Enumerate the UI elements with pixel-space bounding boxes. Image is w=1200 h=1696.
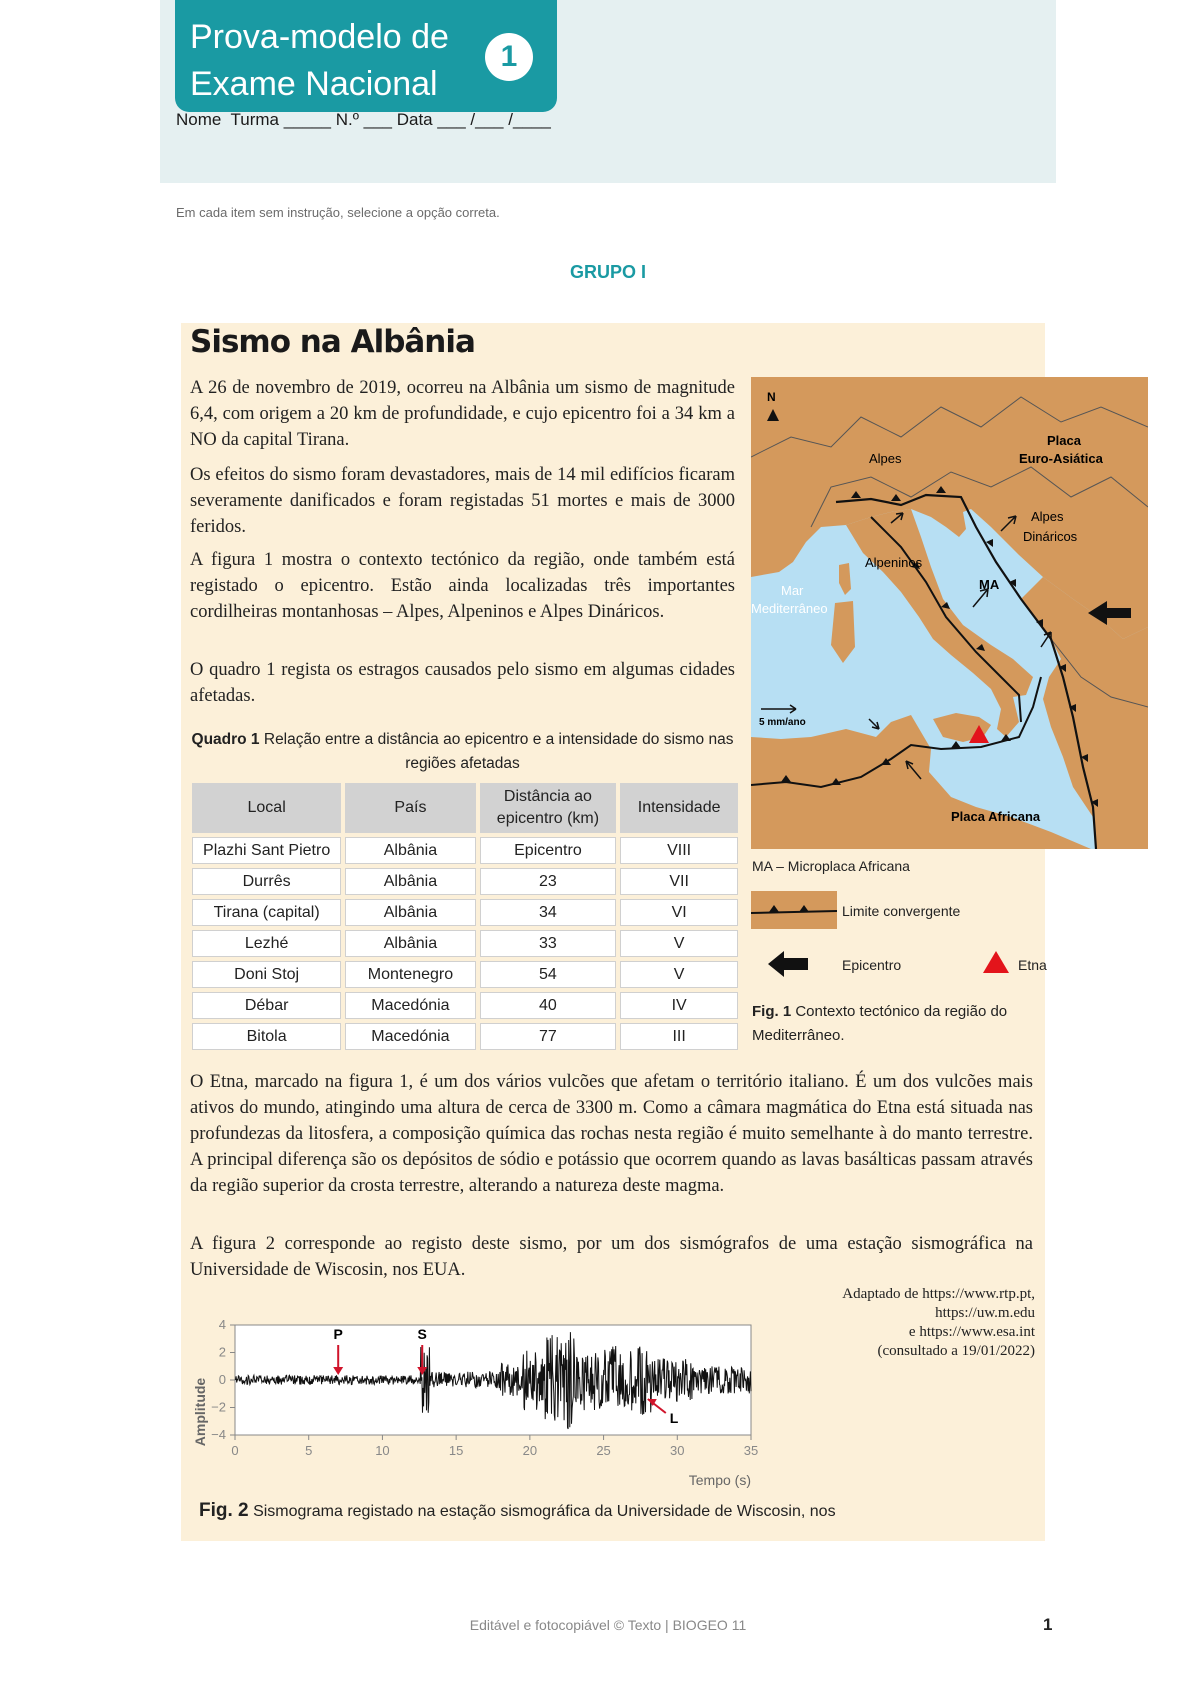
annotation-label: S	[417, 1326, 427, 1342]
north-label: N	[767, 390, 776, 404]
table-cell: 23	[480, 868, 617, 895]
dinaric-label-2: Dináricos	[1023, 529, 1078, 544]
seismogram-chart	[185, 1300, 825, 1495]
instruction-text: Em cada item sem instrução, selecione a opção correta.	[176, 205, 500, 220]
exam-title	[190, 14, 490, 108]
legend-limit: Limite convergente	[842, 903, 961, 919]
table-cell: 40	[480, 992, 617, 1019]
ma-label: MA	[979, 577, 1000, 592]
table-cell: VIII	[620, 837, 738, 864]
convergent-limit-icon	[751, 891, 837, 929]
column-header: Intensidade	[620, 783, 738, 833]
table-cell: IV	[620, 992, 738, 1019]
x-axis-label: Tempo (s)	[688, 1472, 751, 1488]
table-cell: Durrês	[192, 868, 341, 895]
column-header: Distância ao epicentro (km)	[480, 783, 617, 833]
table-row	[192, 868, 738, 895]
epicenter-legend-icon	[768, 951, 808, 982]
y-tick-label: −4	[211, 1427, 226, 1442]
figure-2-text: Sismograma registado na estação sismográfica da Universidade de Wiscosin, nos	[248, 1503, 836, 1520]
legend-swatch	[751, 891, 837, 929]
article-title: Sismo na Albânia	[190, 324, 475, 360]
table-cell: Epicentro	[480, 837, 617, 864]
alps-label: Alpes	[869, 451, 902, 466]
paragraph-2: Os efeitos do sismo foram devastadores, mais de 14 mil edifícios ficaram severamente danificados e foram registadas 51 mortes e mais de 3000 feridos.	[190, 465, 735, 537]
table-row	[192, 930, 738, 957]
table-cell: V	[620, 930, 738, 957]
eurasia-label-2: Euro-Asiática	[1019, 451, 1103, 466]
table-caption-text: Relação entre a distância ao epicentro e a intensidade do sismo nas regiões afetadas	[259, 731, 734, 772]
intensity-table	[188, 779, 742, 1054]
table-caption	[190, 728, 735, 776]
table-cell: Plazhi Sant Pietro	[192, 837, 341, 864]
y-tick-label: −2	[211, 1399, 226, 1415]
student-info-line: Nome Turma _____ N.º ___ Data ___ /___ /____	[176, 110, 551, 129]
legend-ma: MA – Microplaca Africana	[752, 858, 910, 874]
y-axis-label: Amplitude	[192, 1377, 208, 1447]
tectonic-map-svg	[751, 377, 1148, 849]
figure-1-caption	[752, 1000, 1052, 1048]
table-row	[192, 837, 738, 864]
table-row	[192, 1023, 738, 1050]
table-cell: Bitola	[192, 1023, 341, 1050]
table-cell: 33	[480, 930, 617, 957]
table-cell: 54	[480, 961, 617, 988]
x-tick-label: 10	[375, 1443, 390, 1458]
tectonic-map	[751, 377, 1148, 849]
x-tick-label: 35	[743, 1443, 759, 1458]
sea-label-1: Mar	[781, 583, 804, 598]
group-title: GRUPO I	[569, 262, 646, 282]
figure-1-label: Fig. 1	[752, 1003, 792, 1020]
table-cell: Tirana (capital)	[192, 899, 341, 926]
legend-etna: Etna	[1018, 957, 1047, 973]
table-cell: 34	[480, 899, 617, 926]
scale-label: 5 mm/ano	[759, 717, 806, 728]
exam-number-badge: 1	[485, 33, 533, 81]
paragraph-5: O Etna, marcado na figura 1, é um dos vários vulcões que afetam o território italiano. É um dos vulcões mais ativos do mundo, atingindo uma altura de cerca de 3300 m. Como a câmara magmática do Etna está situada nas profundezas da litosfera, a composição química das rochas nesta região é muito semelhante à do manto terrestre. A principal diferença são os depósitos de sódio e potássio que ocorrem quando as lavas basálticas passam através da região superior da crosta terrestre, alterando a natureza deste magma.	[190, 1072, 1033, 1196]
paragraph-3: A figura 1 mostra o contexto tectónico da região, onde também está registado o epicentro. Estão ainda localizadas três importantes cordilheiras montanhosas – Alpes, Alpeninos e Alpes Dináricos.	[190, 550, 735, 622]
x-tick-label: 20	[522, 1443, 538, 1458]
source-line: Adaptado de https://www.rtp.pt,	[842, 1286, 1035, 1302]
sea-label-2: Mediterrâneo	[751, 601, 828, 616]
table-cell: III	[620, 1023, 738, 1050]
legend-epicenter: Epicentro	[842, 957, 902, 973]
column-header: Local	[192, 783, 341, 833]
table-caption-label: Quadro 1	[191, 731, 260, 748]
table-cell: Albânia	[345, 837, 475, 864]
x-tick-label: 25	[596, 1443, 611, 1458]
figure-1-text: Contexto tectónico da região do Mediterrâneo.	[752, 1003, 1008, 1044]
table-cell: Macedónia	[345, 992, 475, 1019]
table-cell: Montenegro	[345, 961, 475, 988]
x-tick-label: 30	[670, 1443, 685, 1458]
table-row	[192, 992, 738, 1019]
table-cell: Débar	[192, 992, 341, 1019]
apennines-label: Alpeninos	[865, 555, 923, 570]
table-cell: Albânia	[345, 899, 475, 926]
table-cell: Albânia	[345, 930, 475, 957]
table-cell: 77	[480, 1023, 617, 1050]
table-header-row	[192, 783, 738, 833]
table-cell: V	[620, 961, 738, 988]
exam-title-line1: Prova-modelo de	[190, 18, 449, 56]
source-line: https://uw.m.edu	[935, 1305, 1035, 1321]
table-cell: Lezhé	[192, 930, 341, 957]
y-tick-label: 0	[218, 1372, 226, 1387]
x-tick-label: 15	[448, 1443, 464, 1458]
dinaric-label-1: Alpes	[1031, 509, 1064, 524]
etna-legend-icon	[983, 951, 1009, 978]
y-tick-label: 4	[218, 1317, 226, 1332]
page-footer: Editável e fotocopiável © Texto | BIOGEO 11	[469, 1617, 747, 1633]
table-cell: Albânia	[345, 868, 475, 895]
annotation-label: P	[333, 1326, 343, 1342]
table-row	[192, 961, 738, 988]
annotation-label: L	[669, 1410, 679, 1426]
exam-title-line2: Exame Nacional	[190, 65, 438, 103]
x-tick-label: 5	[305, 1443, 313, 1458]
seismogram-svg	[185, 1300, 825, 1490]
figure-2-caption	[199, 1500, 1039, 1522]
x-tick-label: 0	[231, 1443, 239, 1458]
african-plate-label: Placa Africana	[951, 809, 1041, 824]
y-tick-label: 2	[218, 1344, 226, 1360]
table-cell: VII	[620, 868, 738, 895]
figure-2-label: Fig. 2	[199, 1500, 249, 1521]
source-line: (consultado a 19/01/2022)	[877, 1343, 1035, 1359]
page-number: 1	[1043, 1615, 1053, 1634]
column-header: País	[345, 783, 475, 833]
table-row	[192, 899, 738, 926]
paragraph-1: A 26 de novembro de 2019, ocorreu na Albânia um sismo de magnitude 6,4, com origem a 20 km de profundidade, e cujo epicentro foi a 34 km a NO da capital Tirana.	[190, 378, 735, 450]
table-cell: VI	[620, 899, 738, 926]
table-cell: Macedónia	[345, 1023, 475, 1050]
paragraph-6: A figura 2 corresponde ao registo deste sismo, por um dos sismógrafos de uma estação sismográfica na Universidade de Wiscosin, nos EUA.	[190, 1234, 1033, 1280]
eurasia-label-1: Placa	[1047, 433, 1081, 448]
paragraph-4: O quadro 1 regista os estragos causados pelo sismo em algumas cidades afetadas.	[190, 660, 735, 706]
source-line: e https://www.esa.int	[908, 1324, 1035, 1340]
table-cell: Doni Stoj	[192, 961, 341, 988]
